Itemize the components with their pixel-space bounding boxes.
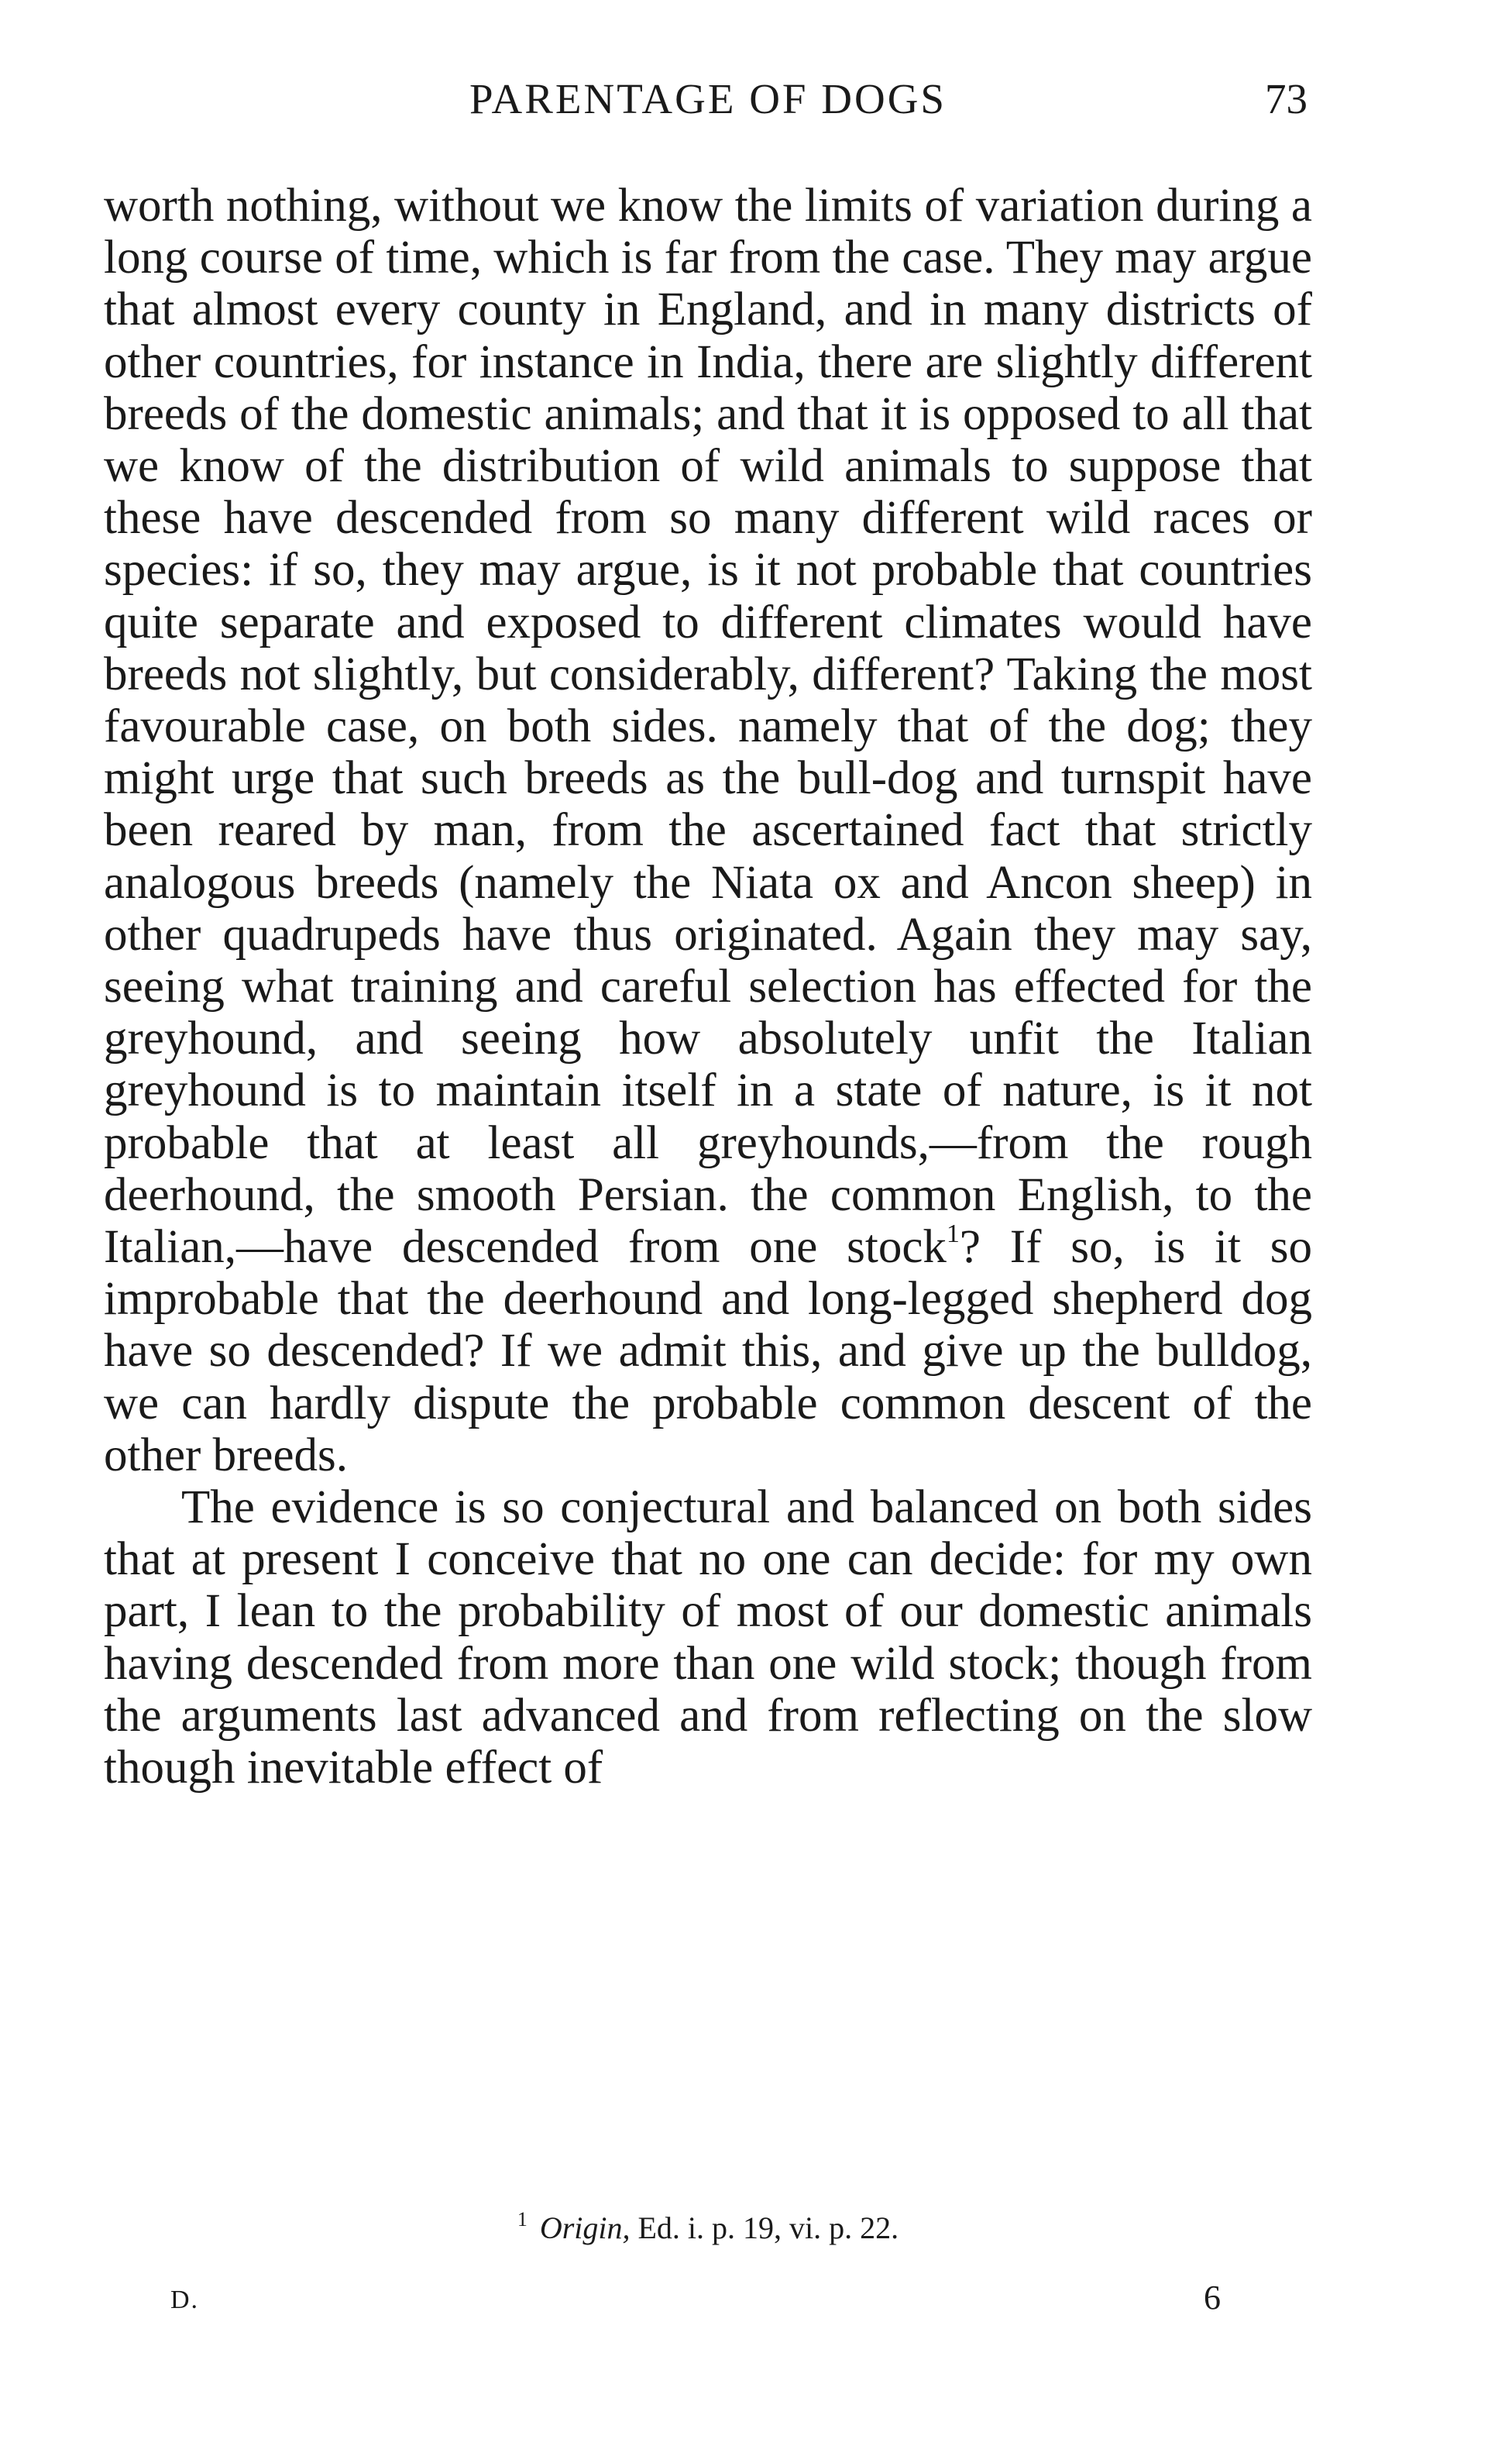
footnote-reference: 1 xyxy=(946,1219,960,1249)
paragraph-1-text-after-ref: ? If so, is it so improbable that the deerhound and long-legged shepherd dog have so descended? If we admit this, and give up the bulldog, we can hardly dispute the probable common descent of the other breeds. xyxy=(104,1221,1313,1481)
gathering-number: 6 xyxy=(1204,2279,1221,2317)
paragraph-1-text-before-ref: worth nothing, without we know the limits of variation during a long course of time, which is far from the case. They may argue that almost every county in England, and in many districts of other countries, for instance in India, there are slightly different breeds of the domestic animals; and that it is opposed to all that we know of the distribution of wild animals to suppose that these have descended from so many different wild races or species: if so, they may argue, is it not probable that countries quite separate and exposed to different climates would have breeds not slightly, but considerably, different? Taking the most favourable case, on both sides. namely that of the dog; they might urge that such breeds as the bull-dog and turnspit have been reared by man, from the ascertained fact that strictly analogous breeds (namely the Niata ox and Ancon sheep) in other quadrupeds have thus originated. Again they may say, seeing what training and careful selection has effected for the greyhound, and seeing how absolutely unfit the Italian greyhound is to maintain itself in a state of nature, is it not probable that at least all greyhounds,—from the rough deerhound, the smooth Persian. the common English, to the Italian,—have descended from one stock xyxy=(104,180,1312,1274)
signature-mark: D. xyxy=(170,2286,200,2314)
page-header xyxy=(104,74,1312,136)
footnote-mark: 1 xyxy=(517,2208,527,2231)
footnote-citation: Ed. i. p. 19, vi. p. 22. xyxy=(637,2210,899,2245)
body-text xyxy=(104,180,1312,1794)
paragraph-1 xyxy=(104,180,1312,1481)
footnote xyxy=(104,2210,1312,2246)
footnote-title: Origin, xyxy=(539,2210,631,2245)
page-number: 73 xyxy=(1265,75,1308,122)
running-head: PARENTAGE OF DOGS xyxy=(469,75,947,122)
paragraph-2: The evidence is so conjectural and balanced on both sides that at present I conceive that no one can decide: for my own part, I lean to the probability of most of our domestic animals having descended from more than one wild stock; though from the arguments last advanced and from reflecting on the slow though inevitable effect of xyxy=(104,1481,1312,1794)
